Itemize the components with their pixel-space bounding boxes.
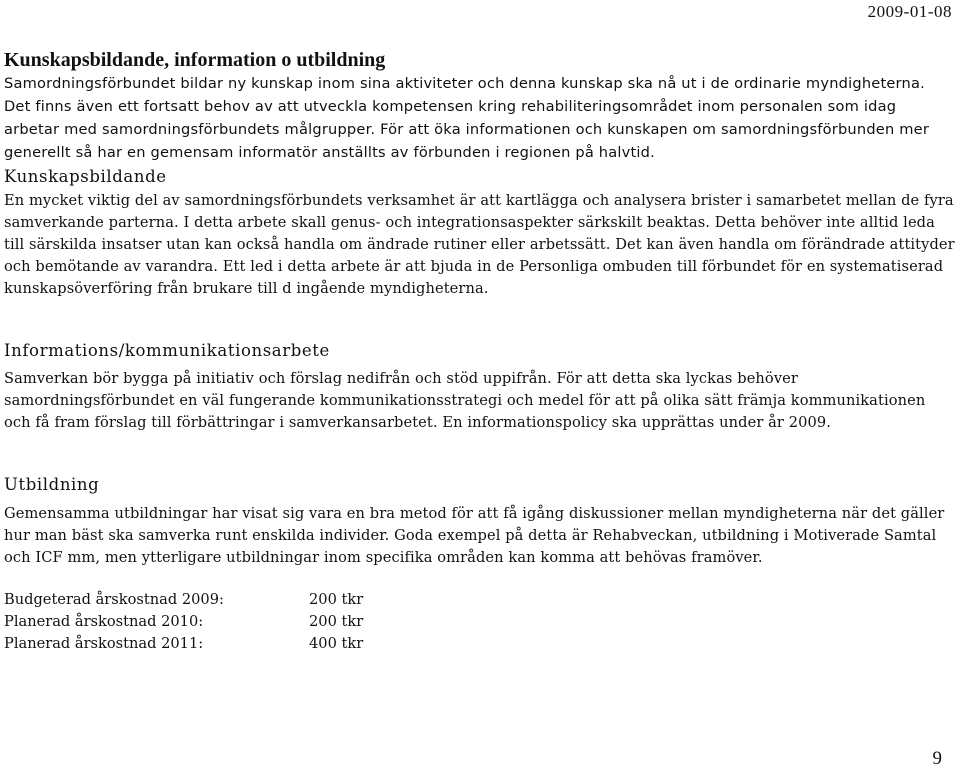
main-heading: Kunskapsbildande, information o utbildning: [4, 49, 386, 71]
section-heading-utbildning: Utbildning: [4, 475, 100, 494]
section-heading-informationsarbete: Informations/kommunikationsarbete: [4, 341, 330, 360]
section-text-utbildning: Gemensamma utbildningar har visat sig vara en bra metod för att få igång diskussioner mellan myndigheterna när det gäller hur man bäst ska samverka runt enskilda individer. Goda exempel på detta är Rehabveckan, utbildning i Motiverade Samtal och ICF mm, men ytterligare utbildningar inom specifika områden kan komma att behövas framöver.: [4, 505, 945, 566]
budget-value: 400 tkr: [309, 635, 364, 652]
document-body: [4, 48, 956, 655]
budget-value: 200 tkr: [309, 591, 364, 608]
section-text-kunskapsbildande: En mycket viktig del av samordningsförbundets verksamhet är att kartlägga och analysera brister i samarbetet mellan de fyra samverkande parterna. I detta arbete skall genus- och integrationsaspekter särkskilt beaktas. Detta behöver inte alltid leda till särskilda insatser utan kan också handla om ändrade rutiner eller arbetssätt. Det kan även handla om förändrade attityder och bemötande av varandra. Ett led i detta arbete är att bjuda in de Personliga ombuden till förbundet för en systematiserad kunskapsöverföring från brukare till d ingående myndigheterna.: [4, 192, 955, 297]
budget-label: Planerad årskostnad 2011:: [4, 635, 204, 652]
budget-row: [4, 611, 363, 633]
budget-label: Budgeterad årskostnad 2009:: [4, 591, 224, 608]
budget-row: [4, 633, 363, 655]
budget-table: [4, 589, 363, 655]
intro-paragraph: Samordningsförbundet bildar ny kunskap inom sina aktiviteter och denna kunskap ska nå ut i de ordinarie myndigheterna. Det finns även ett fortsatt behov av att utveckla kompetensen kring rehabiliteringsområdet inom personalen som idag arbetar med samordningsförbundets målgrupper. För att öka informationen och kunskapen om samordningsförbunden mer generellt så har en gemensam informatör anställts av förbunden i regionen på halvtid.: [4, 75, 930, 161]
section-heading-kunskapsbildande: Kunskapsbildande: [4, 167, 167, 186]
budget-row: [4, 589, 363, 611]
budget-value: 200 tkr: [309, 613, 364, 630]
section-text-informationsarbete: Samverkan bör bygga på initiativ och förslag nedifrån och stöd uppifrån. För att detta ska lyckas behöver samordningsförbundet en väl fungerande kommunikationsstrategi och medel för att på olika sätt främja kommunikationen och få fram förslag till förbättringar i samverkansarbetet. En informationspolicy ska upprättas under år 2009.: [4, 370, 926, 431]
page-date: 2009-01-08: [867, 2, 952, 21]
budget-label: Planerad årskostnad 2010:: [4, 613, 204, 630]
page-number: 9: [932, 748, 942, 769]
